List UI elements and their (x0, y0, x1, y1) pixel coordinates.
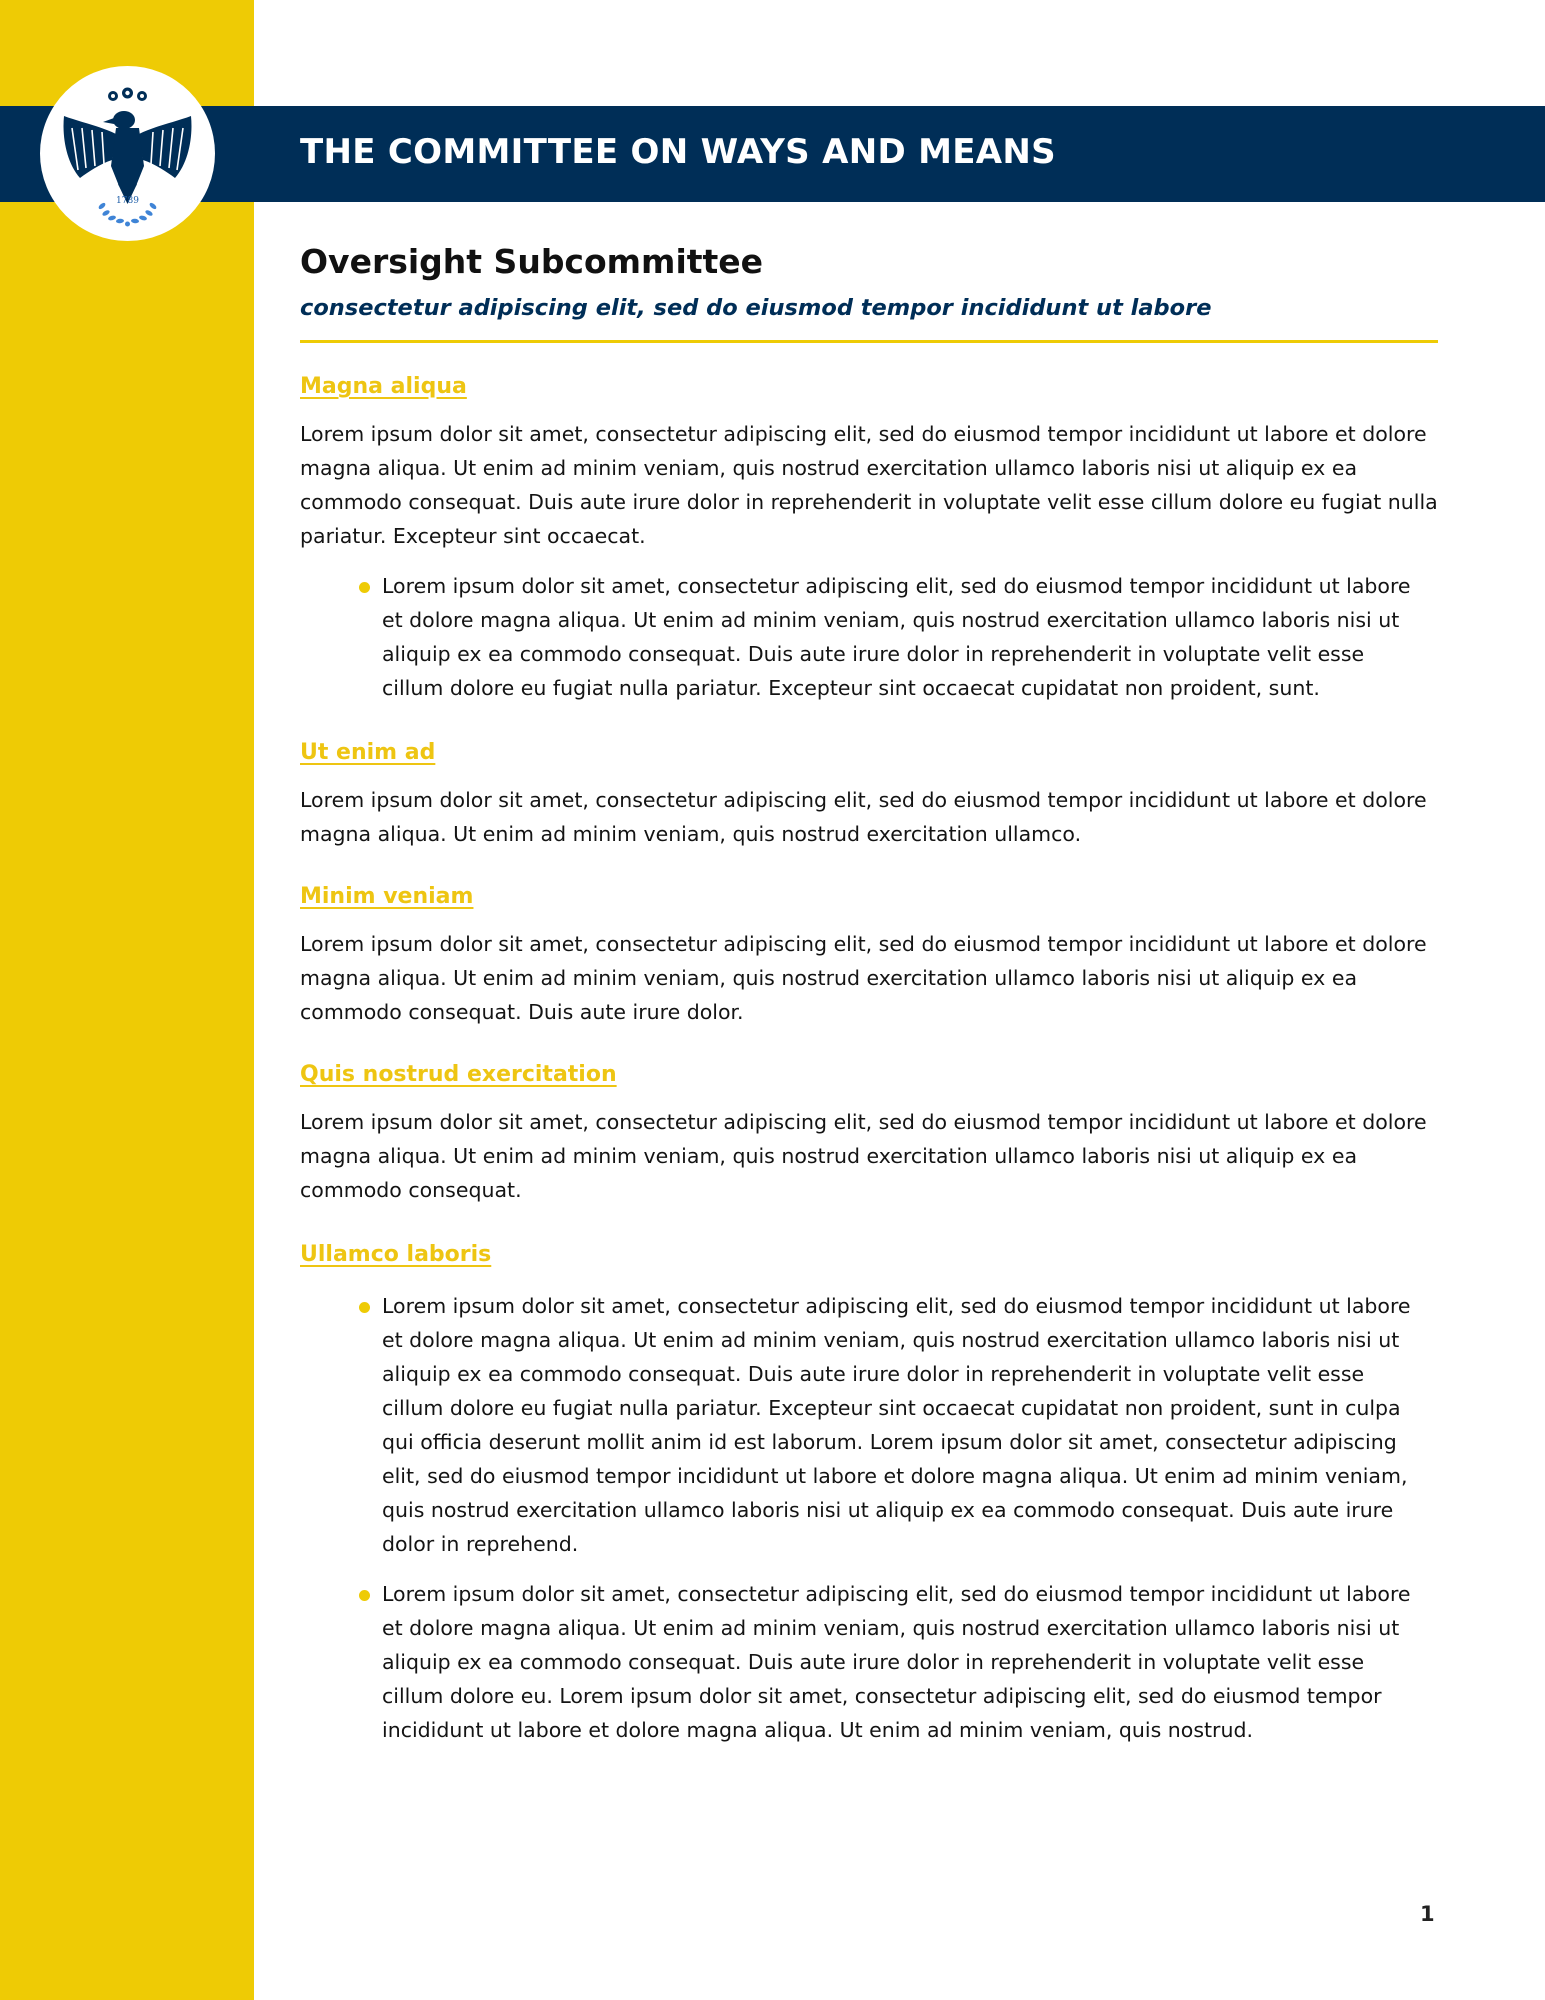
section-heading[interactable]: Minim veniam (300, 884, 474, 909)
section-paragraph: Lorem ipsum dolor sit amet, consectetur adipiscing elit, sed do eiusmod tempor incididunt ut labore et dolore magna aliqua. Ut enim ad minim veniam, quis nostrud exercitation ullamco laboris nisi ut aliquip ex ea commodo consequat. Duis aute irure dolor in reprehenderit in voluptate velit esse cillum dolore eu fugiat nulla pariatur. Excepteur sint occaecat. (300, 422, 1438, 548)
page-subtitle: consectetur adipiscing elit, sed do eiusmod tempor incididunt ut labore (300, 295, 1212, 321)
section-minim-veniam (300, 879, 1438, 1029)
section-heading[interactable]: Magna aliqua (300, 374, 467, 399)
list-item (382, 1577, 1438, 1747)
list-item (382, 569, 1438, 705)
list-item-text: Lorem ipsum dolor sit amet, consectetur adipiscing elit, sed do eiusmod tempor incididunt ut labore et dolore magna aliqua. Ut enim ad minim veniam, quis nostrud exercitation ullamco laboris nisi ut aliquip ex ea commodo consequat. Duis aute irure dolor in reprehenderit in voluptate velit esse cillum dolore eu fugiat nulla pariatur. Excepteur sint occaecat cupidatat non proident, sunt. (382, 574, 1411, 700)
section-ut-enim-ad (300, 735, 1438, 851)
page-content (300, 236, 1438, 1747)
section-heading[interactable]: Quis nostrud exercitation (300, 1062, 617, 1087)
section-quis-nostrud-exercitation (300, 1057, 1438, 1207)
section-ullamco-laboris (300, 1237, 1438, 1747)
page-number: 1 (1420, 1902, 1435, 1926)
section-paragraph: Lorem ipsum dolor sit amet, consectetur adipiscing elit, sed do eiusmod tempor incididunt ut labore et dolore magna aliqua. Ut enim ad minim veniam, quis nostrud exercitation ullamco laboris nisi ut aliquip ex ea commodo consequat. (300, 1110, 1427, 1202)
list-item-text: Lorem ipsum dolor sit amet, consectetur adipiscing elit, sed do eiusmod tempor incididunt ut labore et dolore magna aliqua. Ut enim ad minim veniam, quis nostrud exercitation ullamco laboris nisi ut aliquip ex ea commodo consequat. Duis aute irure dolor in reprehenderit in voluptate velit esse cillum dolore eu fugiat nulla pariatur. Excepteur sint occaecat cupidatat non proident, sunt in culpa qui officia deserunt mollit anim id est laborum. Lorem ipsum dolor sit amet, consectetur adipiscing elit, sed do eiusmod tempor incididunt ut labore et dolore magna aliqua. Ut enim ad minim veniam, quis nostrud exercitation ullamco laboris nisi ut aliquip ex ea commodo consequat. Duis aute irure dolor in reprehend. (382, 1294, 1411, 1556)
section-heading[interactable]: Ut enim ad (300, 740, 436, 765)
bullet-list (300, 569, 1438, 705)
section-paragraph: Lorem ipsum dolor sit amet, consectetur adipiscing elit, sed do eiusmod tempor incididunt ut labore et dolore magna aliqua. Ut enim ad minim veniam, quis nostrud exercitation ullamco laboris nisi ut aliquip ex ea commodo consequat. Duis aute irure dolor. (300, 932, 1427, 1024)
eagle-seal-icon (40, 66, 215, 241)
side-accent-band (0, 0, 254, 2000)
bullet-dot (359, 1302, 370, 1313)
bullet-dot (359, 1590, 370, 1601)
list-item-text: Lorem ipsum dolor sit amet, consectetur adipiscing elit, sed do eiusmod tempor incididunt ut labore et dolore magna aliqua. Ut enim ad minim veniam, quis nostrud exercitation ullamco laboris nisi ut aliquip ex ea commodo consequat. Duis aute irure dolor in reprehenderit in voluptate velit esse cillum dolore eu. Lorem ipsum dolor sit amet, consectetur adipiscing elit, sed do eiusmod tempor incididunt ut labore et dolore magna aliqua. Ut enim ad minim veniam, quis nostrud. (382, 1582, 1411, 1742)
bullet-dot (359, 582, 370, 593)
list-item (382, 1289, 1438, 1561)
title-divider (300, 340, 1438, 343)
bullet-list (300, 1289, 1438, 1747)
page-title: Oversight Subcommittee (300, 242, 764, 281)
seal-year: 1789 (116, 196, 139, 206)
section-magna-aliqua (300, 369, 1438, 705)
section-heading[interactable]: Ullamco laboris (300, 1242, 492, 1267)
section-paragraph: Lorem ipsum dolor sit amet, consectetur adipiscing elit, sed do eiusmod tempor incididunt ut labore et dolore magna aliqua. Ut enim ad minim veniam, quis nostrud exercitation ullamco. (300, 788, 1427, 846)
committee-title: THE COMMITTEE ON WAYS AND MEANS (300, 132, 1056, 172)
